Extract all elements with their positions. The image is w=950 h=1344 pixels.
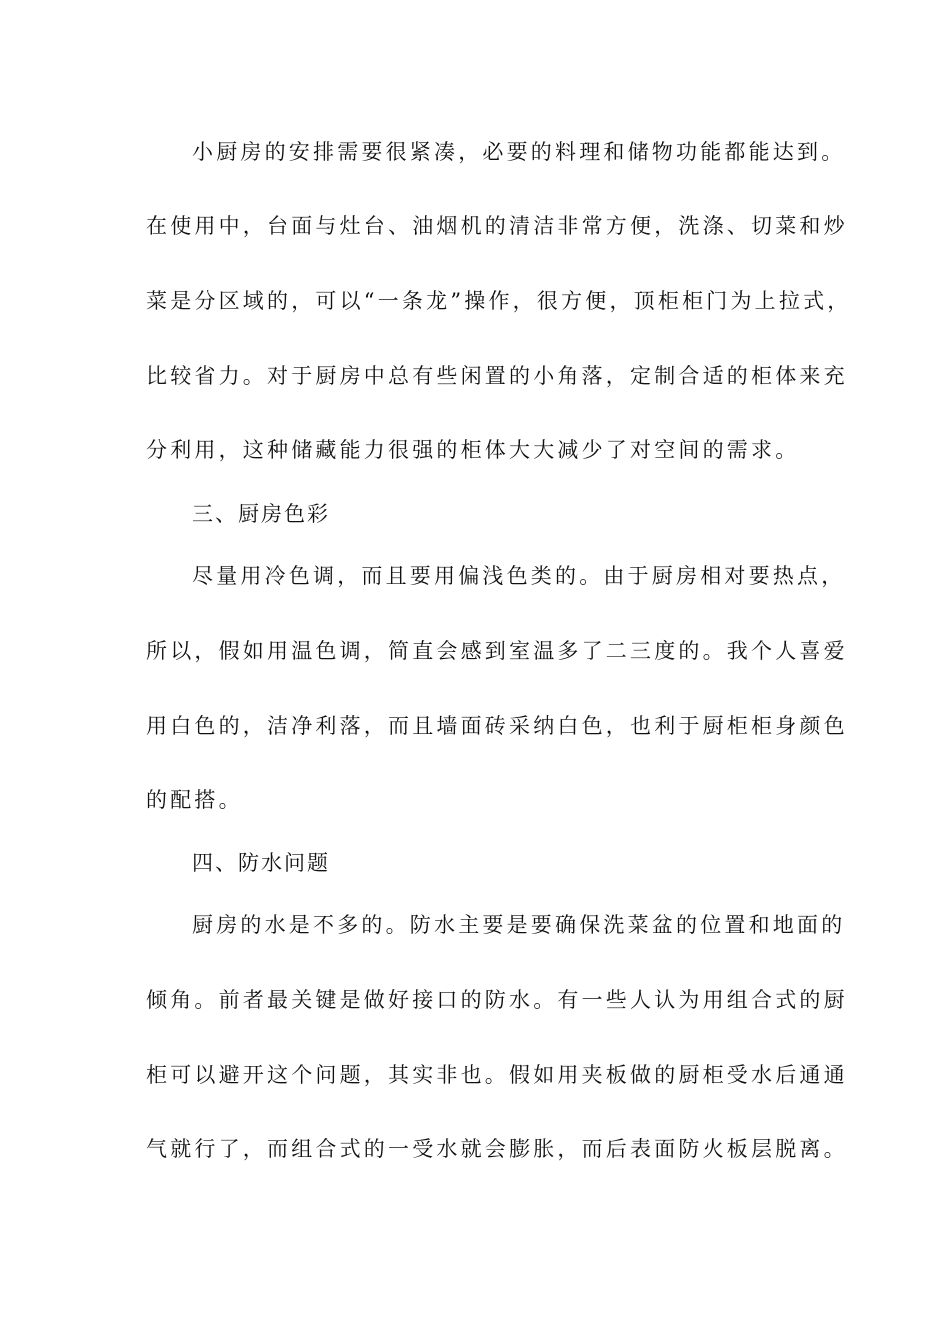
paragraph-kitchen-layout-line-4: 比较省力。对于厨房中总有些闲置的小角落，定制合适的柜体来充 bbox=[146, 364, 848, 388]
paragraph-kitchen-layout-line-1: 小厨房的安排需要很紧凑，必要的料理和储物功能都能达到。 bbox=[192, 140, 846, 164]
paragraph-waterproofing-line-2: 倾角。前者最关键是做好接口的防水。有一些人认为用组合式的厨 bbox=[146, 988, 848, 1012]
paragraph-kitchen-layout-line-2: 在使用中，台面与灶台、油烟机的清洁非常方便，洗涤、切菜和炒 bbox=[146, 214, 848, 238]
paragraph-waterproofing-line-1: 厨房的水是不多的。防水主要是要确保洗菜盆的位置和地面的 bbox=[192, 913, 846, 937]
paragraph-kitchen-color-line-1: 尽量用冷色调，而且要用偏浅色类的。由于厨房相对要热点， bbox=[192, 564, 846, 588]
paragraph-kitchen-color-line-2: 所以，假如用温色调，简直会感到室温多了二三度的。我个人喜爱 bbox=[146, 639, 848, 663]
section-heading-waterproofing: 四、防水问题 bbox=[192, 851, 330, 875]
paragraph-kitchen-color-line-3: 用白色的，洁净利落，而且墙面砖采纳白色，也利于厨柜柜身颜色 bbox=[146, 714, 848, 738]
paragraph-kitchen-color-line-4: 的配搭。 bbox=[146, 788, 243, 812]
paragraph-kitchen-layout-line-5: 分利用，这种储藏能力很强的柜体大大减少了对空间的需求。 bbox=[146, 438, 800, 462]
paragraph-waterproofing-line-4: 气就行了，而组合式的一受水就会膨胀，而后表面防火板层脱离。 bbox=[146, 1137, 848, 1161]
paragraph-waterproofing-line-3: 柜可以避开这个问题，其实非也。假如用夹板做的厨柜受水后通通 bbox=[146, 1063, 848, 1087]
section-heading-kitchen-color: 三、厨房色彩 bbox=[192, 502, 330, 526]
paragraph-kitchen-layout-line-3: 菜是分区域的，可以“一条龙”操作，很方便，顶柜柜门为上拉式， bbox=[146, 289, 852, 313]
